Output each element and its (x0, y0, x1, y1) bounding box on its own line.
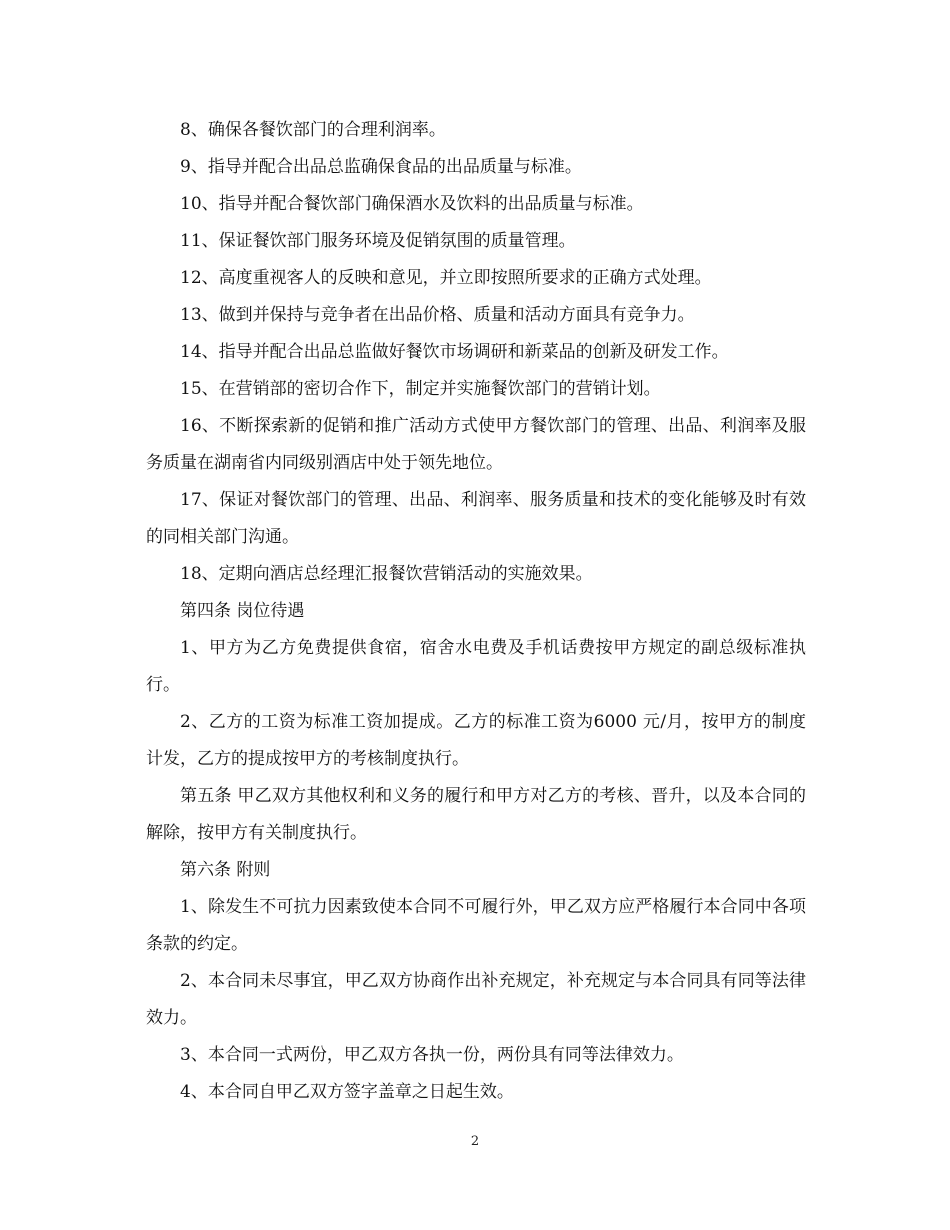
benefit-item-1: 1、甲方为乙方免费提供食宿，宿舍水电费及手机话费按甲方规定的副总级标准执行。 (146, 638, 806, 695)
clause-item-12: 12、高度重视客人的反映和意见，并立即按照所要求的正确方式处理。 (180, 268, 712, 288)
benefit-item-2: 2、乙方的工资为标准工资加提成。乙方的标准工资为6000 元/月，按甲方的制度计发，乙方的提成按甲方的考核制度执行。 (146, 712, 806, 769)
supplementary-item-3: 3、本合同一式两份，甲乙双方各执一份，两份具有同等法律效力。 (180, 1045, 684, 1065)
supplementary-item-2: 2、本合同未尽事宜，甲乙双方协商作出补充规定，补充规定与本合同具有同等法律效力。 (146, 971, 806, 1028)
clause-item-10: 10、指导并配合餐饮部门确保酒水及饮料的出品质量与标准。 (180, 194, 644, 214)
section-heading-article-4: 第四条 岗位待遇 (180, 601, 305, 621)
supplementary-item-4: 4、本合同自甲乙双方签字盖章之日起生效。 (180, 1082, 514, 1102)
supplementary-item-1: 1、除发生不可抗力因素致使本合同不可履行外，甲乙双方应严格履行本合同中各项条款的约定。 (146, 897, 806, 954)
document-body (146, 112, 806, 1111)
clause-item-11: 11、保证餐饮部门服务环境及促销氛围的质量管理。 (180, 231, 576, 251)
clause-item-14: 14、指导并配合出品总监做好餐饮市场调研和新菜品的创新及研发工作。 (180, 342, 729, 362)
clause-item-9: 9、指导并配合出品总监确保食品的出品质量与标准。 (180, 157, 582, 177)
article-5-text: 第五条 甲乙双方其他权利和义务的履行和甲方对乙方的考核、晋升，以及本合同的解除，按甲方有关制度执行。 (146, 786, 806, 843)
clause-item-8: 8、确保各餐饮部门的合理利润率。 (180, 120, 446, 140)
clause-item-17: 17、保证对餐饮部门的管理、出品、利润率、服务质量和技术的变化能够及时有效的同相关部门沟通。 (146, 490, 806, 547)
clause-item-18: 18、定期向酒店总经理汇报餐饮营销活动的实施效果。 (180, 564, 593, 584)
clause-item-15: 15、在营销部的密切合作下，制定并实施餐饮部门的营销计划。 (180, 379, 661, 399)
clause-item-16: 16、不断探索新的促销和推广活动方式使甲方餐饮部门的管理、出品、利润率及服务质量在湖南省内同级别酒店中处于领先地位。 (146, 416, 806, 473)
section-heading-article-6: 第六条 附则 (180, 860, 271, 880)
clause-item-13: 13、做到并保持与竞争者在出品价格、质量和活动方面具有竞争力。 (180, 305, 695, 325)
page-number: 2 (470, 1134, 480, 1149)
